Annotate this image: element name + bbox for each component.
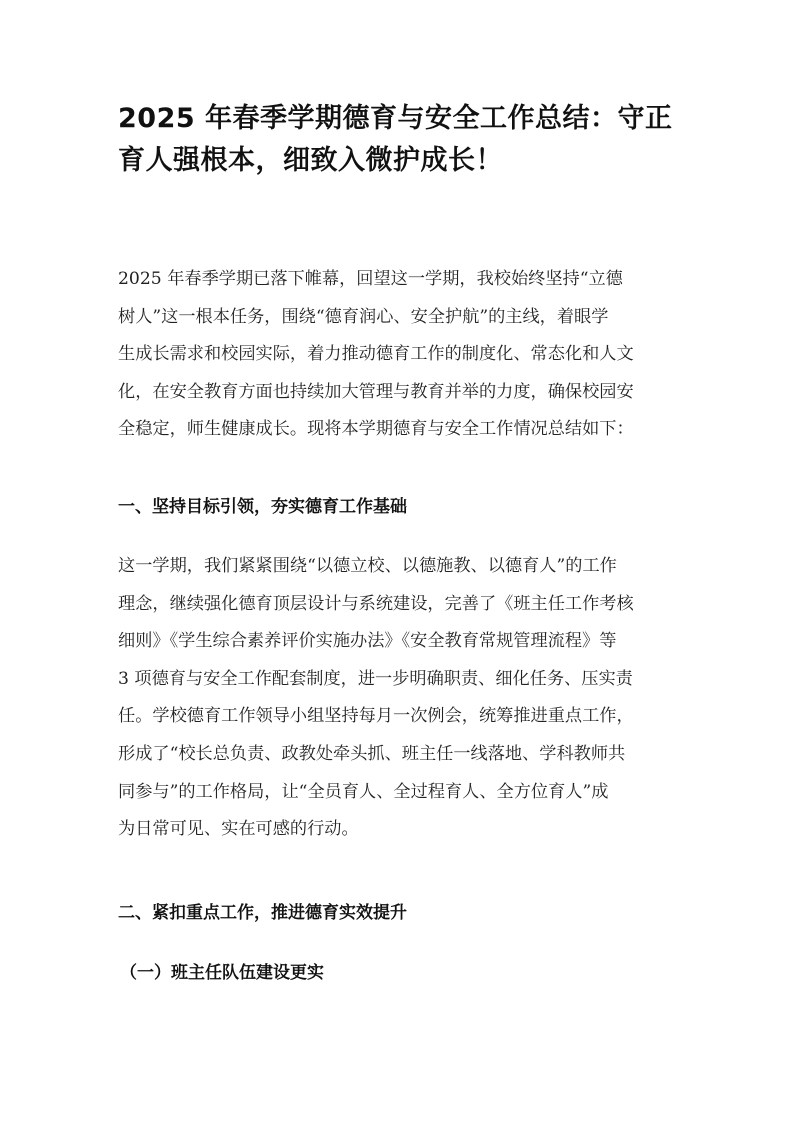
- text-line: 为日常可见、实在可感的行动。: [118, 819, 359, 840]
- text-line: 细则》《学生综合素养评价实施办法》《安全教育常规管理流程》等: [118, 631, 617, 652]
- text-line: 形成了“校长总负责、政教处牵头抓、班主任一线落地、学科教师共: [118, 743, 626, 764]
- intro-paragraph: [118, 261, 690, 449]
- text-line: 2025 年春季学期已落下帷幕，回望这一学期，我校始终坚持“立德: [118, 269, 623, 289]
- text-line: 树人”这一根本任务，围绕“德育润心、安全护航”的主线，着眼学: [118, 306, 609, 327]
- text-line: 化，在安全教育方面也持续加大管理与教育并举的力度，确保校园安: [118, 381, 634, 402]
- document-title: [118, 98, 688, 182]
- text-line: 同参与”的工作格局，让“全员育人、全过程育人、全方位育人”成: [118, 781, 609, 802]
- text-line: 这一学期，我们紧紧围绕“以德立校、以德施教、以德育人”的工作: [118, 556, 617, 576]
- text-line: 任。学校德育工作领导小组坚持每月一次例会，统筹推进重点工作，: [118, 706, 634, 727]
- section-heading-1: 一、坚持目标引领，夯实德育工作基础: [118, 497, 407, 517]
- section-heading-2: 二、紧扣重点工作，推进德育实效提升: [118, 903, 407, 923]
- section1-paragraph: [118, 548, 690, 849]
- text-line: 生成长需求和校园实际，着力推动德育工作的制度化、常态化和人文: [118, 344, 634, 365]
- title-line: 2025 年春季学期德育与安全工作总结：守正: [118, 103, 673, 134]
- text-line: 3 项德育与安全工作配套制度，进一步明确职责、细化任务、压实责: [118, 668, 633, 689]
- title-line: 育人强根本，细致入微护成长！: [118, 145, 503, 176]
- text-line: 理念，继续强化德育顶层设计与系统建设，完善了《班主任工作考核: [118, 593, 634, 614]
- text-line: 全稳定，师生健康成长。现将本学期德育与安全工作情况总结如下：: [118, 419, 634, 440]
- subsection-heading: （一）班主任队伍建设更实: [120, 963, 324, 983]
